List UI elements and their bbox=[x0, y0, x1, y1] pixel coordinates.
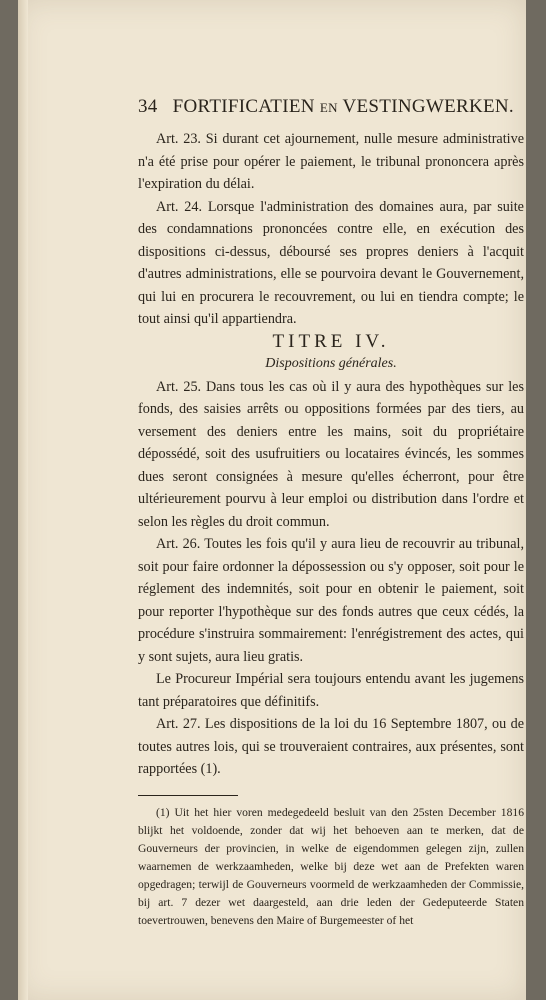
footnote bbox=[138, 804, 524, 930]
article-26: Art. 26. Toutes les fois qu'il y aura lieu de recouvrir au tribunal, soit pour faire ordonner la dépossession ou s'y opposer, soit pour le réglement des indemnités, soit pour en obtenir le paiement, soit pour reporter l'hypothèque sur des fonds autres que ceux cédés, la procédure s'instruira sommairement: l'enrégistrement des actes, qui y sont sujets, aura lieu gratis. bbox=[138, 536, 524, 665]
body-text bbox=[138, 128, 524, 930]
page-spine-shadow bbox=[18, 0, 28, 1000]
header-title-part2: VESTINGWERKEN. bbox=[342, 96, 514, 117]
page-number: 34 bbox=[138, 96, 158, 117]
footnote-rule bbox=[138, 795, 238, 796]
header-title-part1: FORTIFICATIEN bbox=[172, 96, 315, 117]
article-24: Art. 24. Lorsque l'administration des domaines aura, par suite des condamnations prononcées contre elle, en exécution des dispositions ci-dessus, déboursé ses propres deniers à l'acquit d'autres administrations, elle se pourvoira devant le Gouvernement, qui lui en procurera le recouvrement, ou lui en tiendra compte; le tout ainsi qu'il appartiendra. bbox=[138, 198, 524, 327]
article-25: Art. 25. Dans tous les cas où il y aura des hypothèques sur les fonds, des saisies arrêts ou oppositions formées par des tiers, au versement des deniers entre les mains, soit du propriétaire dépossédé, soit des usufruitiers ou locataires évincés, les sommes dues seront consignées à mesure qu'elles écherront, pour être ultérieurement pourvu à leur emploi ou distribution dans l'ordre et selon les règles du droit commun. bbox=[138, 378, 524, 530]
book-page bbox=[18, 0, 526, 1000]
article-23: Art. 23. Si durant cet ajournement, nulle mesure administrative n'a été prise pour opérer le paiement, le tribunal prononcera après l'expiration du délai. bbox=[138, 131, 524, 192]
section-title: TITRE IV. bbox=[272, 330, 390, 352]
header-title-connector: EN bbox=[319, 100, 338, 115]
margin-mark: ʻ bbox=[527, 636, 531, 647]
section-subtitle: Dispositions générales. bbox=[265, 356, 397, 371]
running-header bbox=[138, 96, 526, 118]
footnote-text: (1) Uit het hier voren medegedeeld besluit van den 25sten December 1816 blijkt het voldoende, zonder dat wij het behoeven aan te merken, dat de Gouverneurs der provincien, in welke de eigendommen gelegen zijn, zullen waarnemen de werkzaamheden, welke bij deze wet aan de Prefekten waren opgedragen; terwijl de Gouverneurs voormeld de werkzaamheden der Commissie, bij art. 7 dezer wet daargesteld, aan drie leden der Gedeputeerde Staten toevertrouwen, benevens den Maire of Burgemeester of het bbox=[138, 805, 524, 927]
procureur-paragraph: Le Procureur Impérial sera toujours entendu avant les jugemens tant préparatoires que définitifs. bbox=[138, 671, 524, 710]
article-27: Art. 27. Les dispositions de la loi du 16 Septembre 1807, ou de toutes autres lois, qui se trouveraient contraires, aux présentes, sont rapportées (1). bbox=[138, 716, 524, 777]
